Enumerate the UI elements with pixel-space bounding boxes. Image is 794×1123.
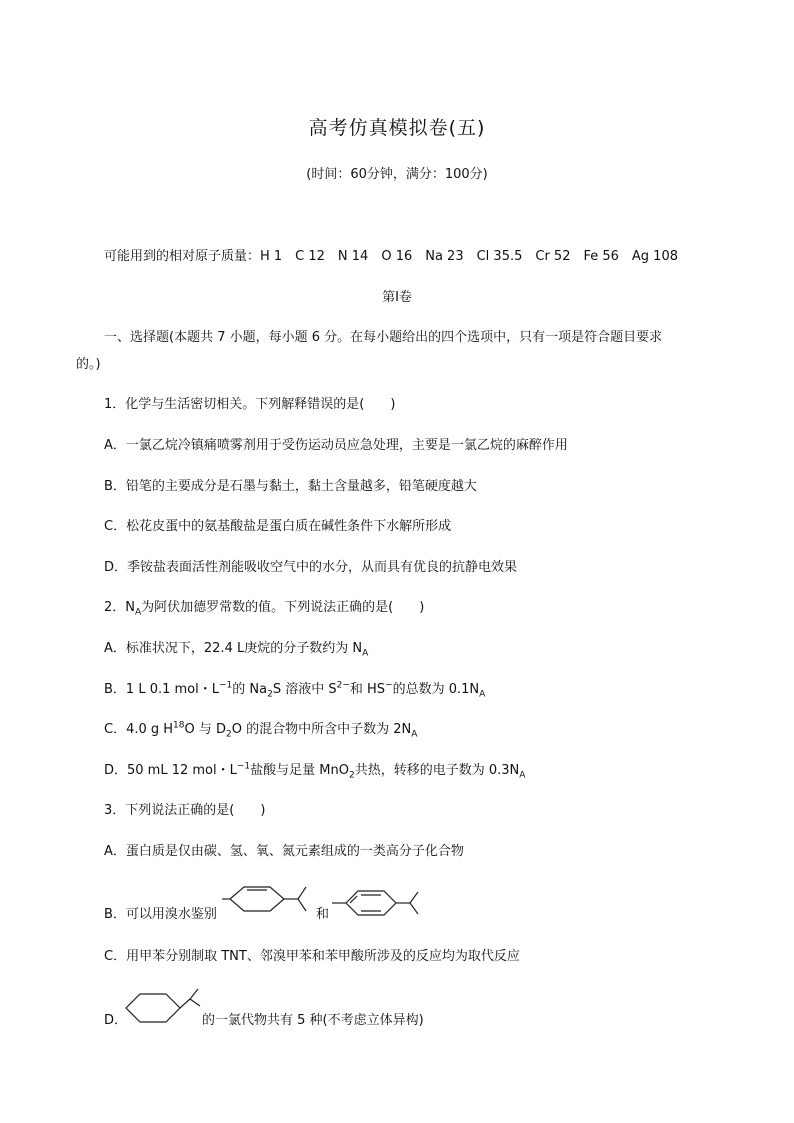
q3-option-d-label: D． [104, 1013, 128, 1028]
p-cymene-structure [332, 886, 436, 922]
q2-option-b: B．1 L 0.1 mol・$L^{-1}$的 $Na_2S$ 溶液中 $S^{2-}$和 HS−的总数为 $0.1N_A$ [104, 680, 486, 700]
exam-time-score: (时间：60分钟，满分：100分) [306, 167, 488, 182]
q2-option-a: A．标准状况下，22.4 L庚烷的分子数约为 $N_A$ [104, 641, 369, 659]
q1-option-a: A．一氯乙烷冷镇痛喷雾剂用于受伤运动员应急处理，主要是一氯乙烷的麻醉作用 [104, 438, 568, 453]
section-title: 第Ⅰ卷 [382, 290, 412, 305]
q1-option-d: D．季铵盐表面活性剂能吸收空气中的水分，从而具有优良的抗静电效果 [104, 560, 518, 575]
q2-option-c: C．4.0 g $H^{18}O$ 与 $D_2O$ 的混合物中所含中子数为 $2N_A$ [104, 720, 418, 740]
instructions-line-2: 的。) [76, 357, 101, 372]
atomic-masses: 可能用到的相对原子质量：H 1 C 12 N 14 O 16 Na 23 Cl 35.5 Cr 52 Fe 56 Ag 108 [104, 249, 678, 264]
page-title: 高考仿真模拟卷(五) [308, 117, 486, 139]
instructions-line-1: 一、选择题(本题共 7 小题，每小题 6 分。在每小题给出的四个选项中，只有一项是符合题目要求 [104, 330, 663, 345]
q1-stem: 1．化学与生活密切相关。下列解释错误的是( ) [104, 397, 396, 412]
isopropyl-cyclohexane-structure [118, 986, 204, 1032]
q3-option-d-text: 的一氯代物共有 5 种(不考虑立体异构) [202, 1013, 424, 1028]
q3-option-b-and: 和 [316, 907, 330, 922]
q2-stem: 2．$N_A$为阿伏加德罗常数的值。下列说法正确的是( ) [104, 600, 425, 618]
q1-option-c: C．松花皮蛋中的氨基酸盐是蛋白质在碱性条件下水解所形成 [104, 519, 452, 534]
q2-option-d: D．50 mL 12 mol・$L^{-1}$盐酸与足量 MnO$_2$共热，转移的电子数为 $0.3N_A$ [104, 761, 526, 781]
q3-option-b-text: B．可以用溴水鉴别 [104, 907, 217, 922]
cyclohexene-isopropyl-structure [222, 880, 322, 920]
q3-stem: 3．下列说法正确的是( ) [104, 803, 266, 818]
q1-option-b: B．铅笔的主要成分是石墨与黏土，黏土含量越多，铅笔硬度越大 [104, 479, 477, 494]
q3-option-c: C．用甲苯分别制取 TNT、邻溴甲苯和苯甲酸所涉及的反应均为取代反应 [104, 949, 520, 964]
q3-option-a: A．蛋白质是仅由碳、氢、氧、氮元素组成的一类高分子化合物 [104, 844, 464, 859]
